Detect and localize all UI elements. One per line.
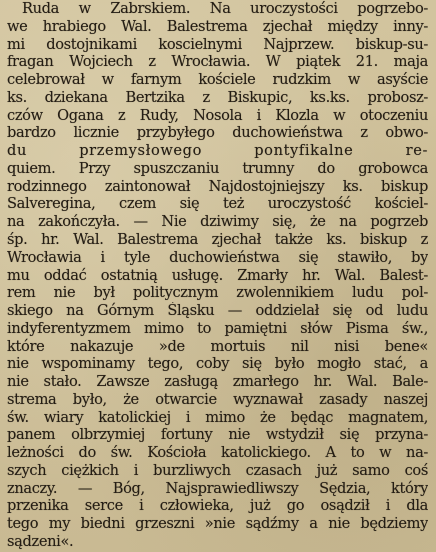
article-line: rem nie był politycznym zwolennikiem ludu pol- [7,284,428,301]
article-line: indyferentyzmem mimo to pamiętni słów Pisma św., [7,320,428,337]
article-line: na zakończyła. — Nie dziwimy się, że na pogrzeb [7,213,428,230]
article-line: Wrocławia i tyle duchowieństwa się stawiło, by [7,249,428,266]
article-line: przenika serce i człowieka, już go osądził i dla [7,497,428,514]
article-line: mu oddać ostatnią usługę. Zmarły hr. Wal. Balest- [7,267,428,284]
article-line: które nakazuje »de mortuis nil nisi bene« [7,338,428,355]
article-line: nie wspominamy tego, coby się było mogło stać, a [7,355,428,372]
article-line: śp. hr. Wal. Balestrema zjechał także ks. biskup z [7,231,428,248]
article-line: quiem. Przy spuszczaniu trumny do grobowca [7,160,428,177]
article-line: strema było, że otwarcie wyznawał zasady naszej [7,391,428,408]
article-line: sądzeni«. [7,533,74,550]
article-line: szych ciężkich i burzliwych czasach już samo coś [7,462,428,479]
article-line: nie stało. Zawsze zasługą zmarłego hr. Wal. Bale- [7,373,428,390]
article-line: znaczy. — Bóg, Najsprawiedliwszy Sędzia, który [7,480,428,497]
article-line: panem olbrzymiej fortuny nie wstydził się przyna- [7,426,428,443]
article-line: św. wiary katolickiej i mimo że będąc magnatem, [7,409,428,426]
article-line: ks. dziekana Bertzika z Biskupic, ks.ks. probosz- [7,89,428,106]
article-line: czów Ogana z Rudy, Nosola i Klozla w otoczeniu [7,107,428,124]
article-line: tego my biedni grzeszni »nie sądźmy a nie będziemy [7,515,428,532]
article-line: leżności do św. Kościoła katolickiego. A to w na- [7,444,428,461]
article-line: du przemysłowego pontyfikalne re- [7,142,428,159]
article-line: Salveregina, czem się też uroczystość kościel- [7,195,428,212]
article-line: skiego na Górnym Śląsku — oddzielał się od ludu [7,302,428,319]
article-line: bardzo licznie przybyłego duchowieństwa z obwo- [7,124,428,141]
article-line: Ruda w Zabrskiem. Na uroczystości pogrzebo- [22,0,428,17]
article-line: we hrabiego Wal. Balestrema zjechał między inny- [7,18,428,35]
article-line: mi dostojnikami koscielnymi Najprzew. biskup-su- [7,36,428,53]
article-line: fragan Wojciech z Wrocławia. W piątek 21. maja [7,53,428,70]
article-line: rodzinnego zaintonował Najdostojniejszy ks. biskup [7,178,428,195]
article-line: celebrował w farnym kościele rudzkim w asyście [7,71,428,88]
